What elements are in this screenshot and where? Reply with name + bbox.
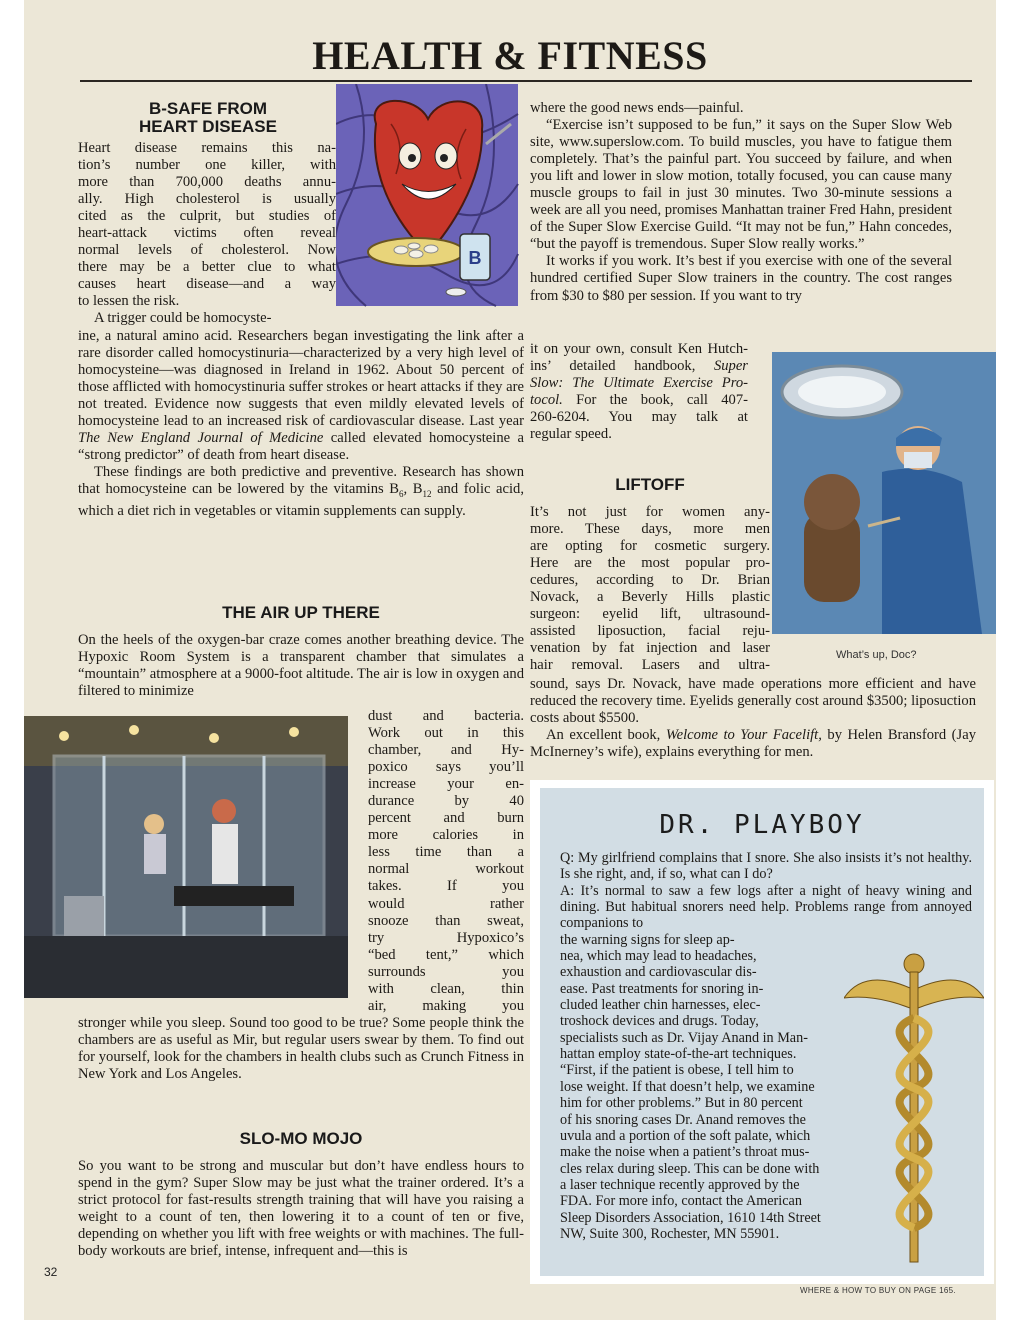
air-line: air, making you	[368, 997, 524, 1014]
dr-playboy-box	[530, 780, 994, 1284]
book-title: Slow: The Ultimate Exercise Pro-	[530, 375, 748, 392]
air-line: increase your en-	[368, 776, 524, 793]
bsafe-line: more than 700,000 deaths annu-	[78, 174, 336, 191]
slomo-line-6: regular speed.	[530, 426, 612, 443]
air-line: chamber, and Hy-	[368, 742, 524, 759]
bsafe-p3-c: and folic acid, which a diet rich in vegetables or vitamin supplements can supply.	[78, 480, 525, 519]
slomo-line-2-text: ins’ detailed handbook,	[530, 358, 696, 375]
subscript-6: 6	[399, 488, 404, 499]
dr-playboy-title: DR. PLAYBOY	[659, 810, 865, 840]
playboy-line: FDA. For more info, contact the American	[560, 1193, 802, 1210]
slomo-line-4	[530, 392, 748, 409]
air-line: Work out in this	[368, 725, 524, 742]
air-line: more calories in	[368, 827, 524, 844]
liftoff-continued	[530, 676, 976, 761]
liftoff-line: It’s not just for women any-	[530, 504, 770, 520]
air-line: would rather	[368, 895, 524, 912]
bsafe-article	[78, 100, 524, 520]
hypoxic-chamber-photo	[24, 716, 348, 998]
air-line: takes. If you	[368, 878, 524, 895]
air-paragraph-top: On the heels of the oxygen-bar craze comes another breathing device. The Hypoxic Room System is a transparent chamber that simulates a “mountain” atmosphere at a 9000-foot altitude. The air is low in oxygen and filtered to minimize	[78, 632, 524, 700]
air-line: percent and burn	[368, 810, 524, 827]
air-line: snooze than sweat,	[368, 912, 524, 929]
air-line: “bed tent,” which	[368, 946, 524, 963]
liftoff-line: Here are the most popular pro-	[530, 555, 770, 572]
bsafe-line: to lessen the risk.	[78, 293, 180, 310]
slomo-line-5: 260-6204. You may talk at	[530, 409, 748, 426]
playboy-line: of his snoring cases Dr. Anand removes the	[560, 1111, 806, 1128]
playboy-line: hattan employ state-of-the-art techniques.	[560, 1046, 797, 1063]
liftoff-paragraph-narrow	[530, 504, 770, 674]
slomo-p1-cont: where the good news ends—painful.	[530, 100, 744, 116]
book-title-end: tocol.	[530, 392, 563, 409]
header-rule	[80, 80, 972, 82]
liftoff-line: venation by fat injection and laser	[530, 640, 770, 657]
bsafe-heading-line1: B-SAFE FROM	[148, 99, 268, 118]
playboy-line: troshock devices and drugs. Today,	[560, 1013, 759, 1030]
page-number: 32	[44, 1265, 58, 1279]
bsafe-heading-line2: HEART DISEASE	[139, 117, 277, 136]
liftoff-line: assisted liposuction, facial reju-	[530, 623, 770, 640]
playboy-line: lose weight. If that doesn’t help, we examine	[560, 1078, 815, 1095]
magazine-page	[24, 0, 996, 1320]
playboy-line: specialists such as Dr. Vijay Anand in Man-	[560, 1029, 808, 1046]
playboy-line: make the noise when a patient’s throat mus-	[560, 1144, 810, 1161]
slomo-heading: SLO-MO MOJO	[239, 1129, 363, 1148]
bsafe-p3-b: , B	[403, 480, 423, 497]
slomo-line-3	[530, 375, 748, 392]
playboy-line: Sleep Disorders Association, 1610 14th Street	[560, 1209, 821, 1226]
bsafe-p2-end: called elevated homocysteine a “strong predictor” of death from heart disease.	[78, 429, 525, 463]
bsafe-line: ally. High cholesterol is usually	[78, 191, 336, 208]
question: Q: My girlfriend complains that I snore. She also insists it’s not healthy. Is she right, and, if so, what can I do?	[560, 850, 972, 883]
bsafe-paragraph-2	[78, 328, 524, 464]
svg-text:B: B	[468, 248, 482, 268]
caduceus-icon	[844, 948, 984, 1268]
playboy-line: NW, Suite 300, Rochester, MN 55901.	[560, 1225, 780, 1242]
facelift-book-title: Welcome to Your Facelift,	[665, 727, 822, 744]
bsafe-line: tion’s number one killer, with	[78, 157, 336, 174]
air-line: normal workout	[368, 861, 524, 878]
dr-playboy-panel	[540, 788, 984, 1276]
buy-info-footer: WHERE & HOW TO BUY ON PAGE 165.	[800, 1286, 956, 1295]
answer-narrow	[560, 932, 872, 1243]
air-line: durance by 40	[368, 793, 524, 810]
liftoff-p2-b: by Helen Bransford (Jay McInerney’s wife), explains everything for men.	[530, 727, 976, 761]
slomo-continued	[530, 100, 952, 305]
playboy-line: ease. Past treatments for snoring in-	[560, 980, 764, 997]
slomo-paragraph-3: It works if you work. It’s best if you exercise with one of the several hundred certified Super Slow trainers in the country. The cost ranges from $30 to $80 per session. If you want to try	[530, 253, 952, 304]
playboy-line: cluded leather chin harnesses, elec-	[560, 997, 761, 1014]
playboy-line: “First, if the patient is obese, I tell him to	[560, 1062, 794, 1079]
air-line: poxico says you’ll	[368, 759, 524, 776]
liftoff-line: cedures, according to Dr. Brian	[530, 572, 770, 589]
playboy-line: a laser technique recently approved by the	[560, 1176, 800, 1193]
playboy-line: him for other problems.” But in 80 percent	[560, 1095, 803, 1112]
liftoff-line: hair removal. Lasers and ultra-	[530, 657, 770, 674]
playboy-line: cles relax during sleep. This can be done with	[560, 1160, 820, 1177]
air-paragraph-narrow	[368, 708, 524, 1015]
bsafe-p3-a: These findings are both predictive and preventive. Research has shown that homocysteine can be lowered by the vitamins B	[78, 463, 524, 497]
air-line: with clean, thin	[368, 980, 524, 997]
liftoff-paragraph-2	[530, 727, 976, 761]
slomo-article	[78, 1130, 524, 1260]
bsafe-line: there may be a better clue to what	[78, 259, 336, 276]
playboy-line: exhaustion and cardiovascular dis-	[560, 964, 757, 981]
playboy-line: the warning signs for sleep ap-	[560, 931, 735, 948]
slomo-narrow	[530, 341, 748, 443]
liftoff-line: more. These days, more men	[530, 521, 770, 538]
bsafe-paragraph-3	[78, 464, 524, 520]
bsafe-line: Heart disease remains this na-	[78, 140, 336, 156]
air-line: less time than a	[368, 844, 524, 861]
liftoff-line: Novack, a Beverly Hills plastic	[530, 589, 770, 606]
liftoff-article	[530, 476, 770, 674]
liftoff-heading: LIFTOFF	[615, 475, 685, 494]
journal-title: The New England Journal of Medicine	[78, 429, 324, 446]
liftoff-line: are opting for cosmetic surgery.	[530, 538, 770, 555]
playboy-line: uvula and a portion of the soft palate, which	[560, 1127, 811, 1144]
liftoff-paragraph-end: sound, says Dr. Novack, have made operations more efficient and have reduced the recovery time. Eyelids generally cost around $3500; liposuction costs about $5500.	[530, 676, 976, 727]
bsafe-paragraph-1	[78, 140, 336, 328]
bsafe-line: cited as the culprit, but studies of	[78, 208, 336, 225]
surgeon-painting	[772, 352, 996, 634]
bsafe-line: normal levels of cholesterol. Now	[78, 242, 336, 259]
subscript-12: 12	[422, 488, 432, 499]
book-word: Super	[713, 358, 748, 375]
air-heading: THE AIR UP THERE	[222, 603, 380, 622]
air-paragraph-bottom: stronger while you sleep. Sound too good to be true? Some people think the chambers are as useful as Mir, but regular users swear by them. To find out for yourself, look for the chambers in health clubs such as Crunch Fitness in New York and Los Angeles.	[78, 1015, 524, 1083]
air-line: surrounds you	[368, 963, 524, 980]
section-title: HEALTH & FITNESS	[312, 33, 708, 78]
liftoff-p2-a: An excellent book,	[546, 727, 661, 744]
slomo-paragraph-2: “Exercise isn’t supposed to be fun,” it says on the Super Slow Web site, www.superslow.com. To build muscles, you have to fatigue them completely. That’s the painful part. You succeed by failure, and when you lift and lower in slow motion, totally focused, you can cause many muscle groups to fail in just 30 minutes. Two 30-minute sessions a week are all you need, promises Manhattan trainer Fred Hahn, president of the Super Slow Exercise Guild. “It may not be fun,” Hahn concedes, “but the payoff is tremendous. Super Slow really works.”	[530, 117, 952, 253]
air-line: dust and bacteria.	[368, 708, 524, 724]
liftoff-line: surgeon: eyelid lift, ultrasound-	[530, 606, 770, 623]
bsafe-p2-text: ine, a natural amino acid. Researchers began investigating the link after a rare disorder called homocystinuria—characterized by a very high level of homocysteine—was diagnosed in Ireland in 1962. About 50 percent of those afflicted with homocystinuria suffer strokes or heart attacks if they are not treated. Evidence now suggests that even mildly elevated levels of homocysteine lead to an increased risk of cardiovascular disease. Last year	[78, 327, 524, 429]
slomo-line-1: it on your own, consult Ken Hutch-	[530, 341, 748, 357]
slomo-paragraph-1: So you want to be strong and muscular but don’t have endless hours to spend in the gym? Super Slow may be just what the trainer ordered. It’s a strict protocol for fast-results strength training that will have you raising a weight to a count of ten, then lowering it to a count of ten or five, depending on whether you lift with free weights or with machines. The full-body workouts are brief, intense, infrequent and—this is	[78, 1158, 524, 1260]
photo-caption: What’s up, Doc?	[836, 649, 917, 661]
air-article	[78, 604, 524, 700]
bsafe-line: heart-attack victims often reveal	[78, 225, 336, 242]
answer-start: A: It’s normal to saw a few logs after a night of heavy wining and dining. But habitual snorers need help. Problems range from annoyed companions to	[560, 882, 972, 932]
bsafe-line: causes heart disease—and a way	[78, 276, 336, 293]
bsafe-line: A trigger could be homocyste-	[94, 310, 272, 327]
book-phone-start: For the book, call 407-	[562, 392, 748, 409]
air-line: try Hypoxico’s	[368, 929, 524, 946]
slomo-line-2	[530, 358, 748, 375]
playboy-line: nea, which may lead to headaches,	[560, 948, 757, 965]
